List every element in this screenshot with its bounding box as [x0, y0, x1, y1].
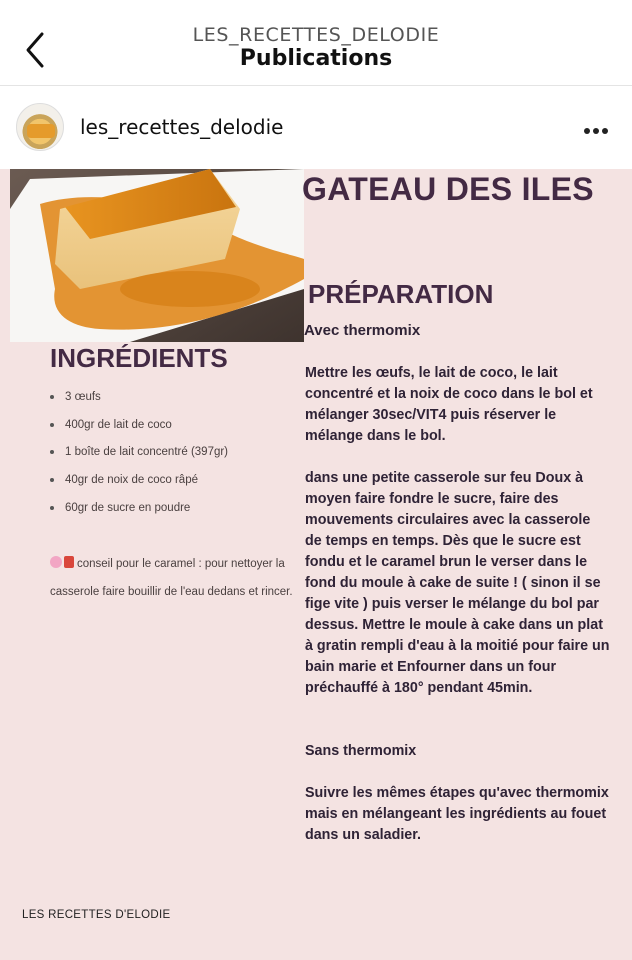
avatar[interactable]	[16, 103, 64, 151]
preparation-steps	[305, 363, 610, 846]
brand-footer: LES RECETTES D'ELODIE	[22, 909, 171, 921]
cake-photo	[10, 169, 304, 342]
step-caramel: dans une petite casserole sur feu Doux à moyen faire fondre le sucre, faire des mouvements circulaires avec la casserole de temps en temps. Dès que le sucre est fondu et le caramel brun le verser dans le fond du moule à cake de suite ! ( sinon il se fige vite ) puis verser le mélange du bol par dessus. Mettre le moule à cake dans un plat à gratin rempli d'eau à la moitié pour faire un bain marie et Enfourner dans un four préchauffé à 180° pendant 45min.	[305, 470, 610, 696]
header-username[interactable]: LES_RECETTES_DELODIE	[192, 24, 440, 46]
more-horizontal-icon	[584, 128, 590, 134]
step-thermomix: Mettre les œufs, le lait de coco, le lait concentré et la noix de coco dans le bol et mélanger 30sec/VIT4 puis réserver le mélange dans le bol.	[305, 365, 593, 444]
post-username[interactable]: les_recettes_delodie	[80, 115, 284, 139]
step-without-thermomix: Suivre les mêmes étapes qu'avec thermomix mais en mélangeant les ingrédients au fouet dans un saladier.	[305, 785, 609, 843]
flower-icon	[50, 556, 62, 568]
hourglass-icon	[64, 556, 74, 568]
thermomix-heading: Avec thermomix	[304, 322, 421, 339]
tip-text: conseil pour le caramel : pour nettoyer la casserole faire bouillir de l'eau dedans et rincer.	[50, 558, 293, 598]
ingredients-heading: INGRÉDIENTS	[50, 343, 228, 373]
list-item: 60gr de sucre en poudre	[50, 500, 228, 528]
top-bar	[0, 0, 632, 86]
page-title: Publications	[239, 46, 393, 71]
preparation-heading: PRÉPARATION	[308, 279, 494, 309]
list-item: 1 boîte de lait concentré (397gr)	[50, 444, 228, 472]
ingredients-list	[50, 389, 228, 527]
recipe-title: GATEAU DES ILES	[302, 171, 594, 207]
recipe-card[interactable]	[0, 169, 632, 960]
without-thermomix-heading: Sans thermomix	[305, 743, 417, 759]
more-options-button[interactable]	[584, 121, 614, 133]
caramel-tip	[50, 550, 302, 606]
list-item: 40gr de noix de coco râpé	[50, 472, 228, 500]
list-item: 400gr de lait de coco	[50, 417, 228, 445]
post-header	[0, 87, 632, 169]
list-item: 3 œufs	[50, 389, 228, 417]
